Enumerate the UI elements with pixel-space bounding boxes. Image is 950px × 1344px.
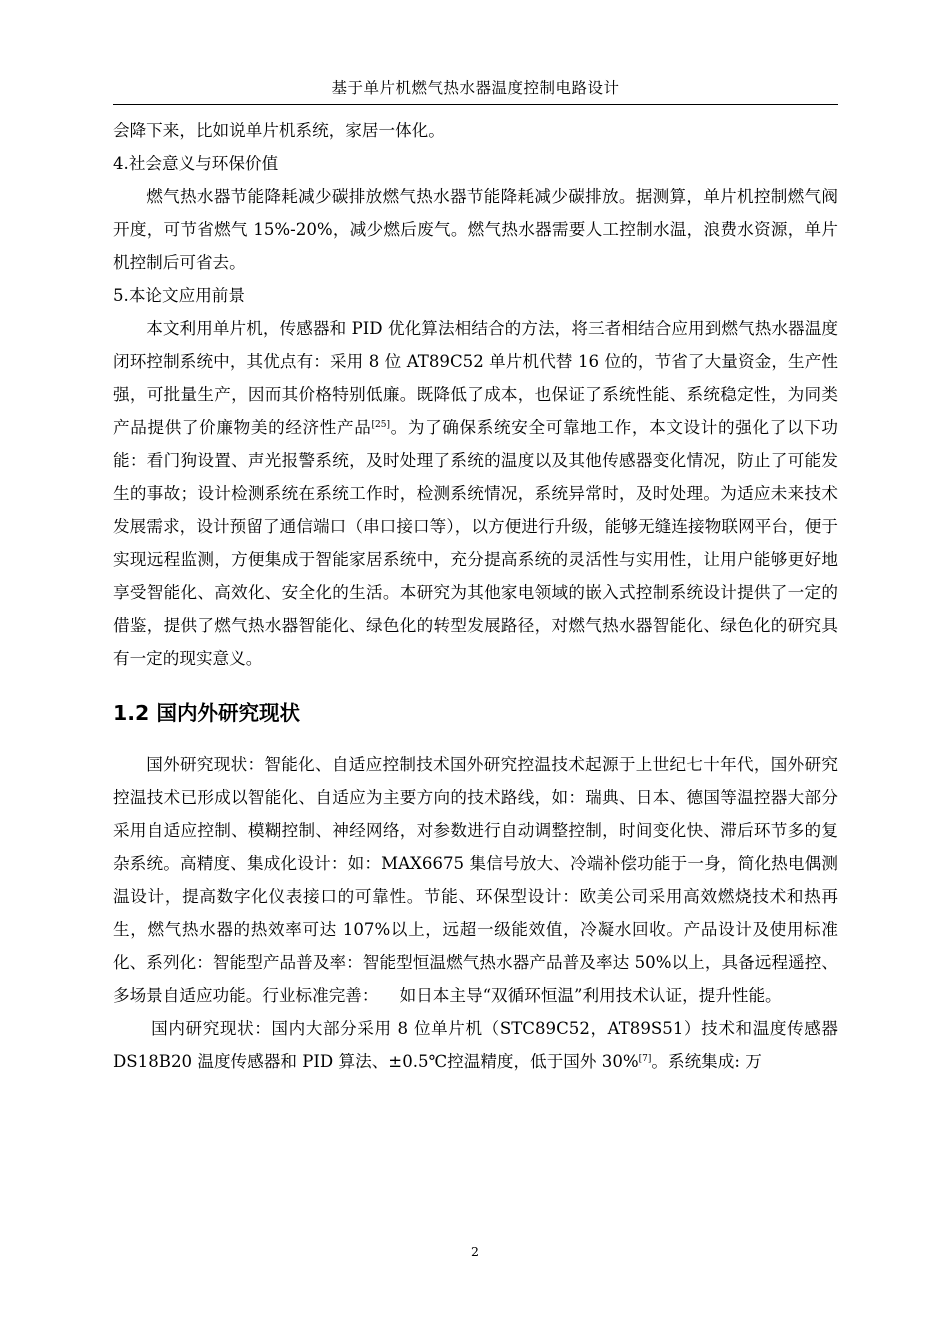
paragraph-foreign-research: 国外研究现状：智能化、自适应控制技术国外研究控温技术起源于上世纪七十年代，国外研究控温技术已形成以智能化、自适应为主要方向的技术路线，如：瑞典、日本、德国等温控器大部分采用自适应控制、模糊控制、神经网络，对参数进行自动调整控制，时间变化快、滞后环节多的复杂系统。高精度、集成化设计：如：MAX6675 集信号放大、冷端补偿功能于一身，简化热电偶测温设计，提高数字化仪表接口的可靠性。节能、环保型设计：欧美公司采用高效燃烧技术和热再生，燃气热水器的热效率可达 107%以上，远超一级能效值，冷凝水回收。产品设计及使用标准化、系列化：智能型产品普及率：智能型恒温燃气热水器产品普及率达 50%以上，具备远程遥控、多场景自适应功能。行业标准完善： 如日本主导“双循环恒温”利用技术认证，提升性能。 — [113, 755, 838, 1005]
paragraph-application-prospect — [113, 312, 838, 675]
header-rule — [113, 104, 838, 105]
citation-ref: [25] — [371, 420, 390, 430]
paragraph-text: 。系统集成: 万 — [651, 1052, 762, 1071]
subheading-application-prospect: 5.本论文应用前景 — [113, 286, 245, 305]
paragraph-social-value: 燃气热水器节能降耗减少碳排放燃气热水器节能降耗减少碳排放。据测算，单片机控制燃气阀开度，可节省燃气 15%-20%，减少燃后废气。燃气热水器需要人工控制水温，浪费水资源，单片机控制后可省去。 — [113, 187, 838, 272]
section-title: 1.2 国内外研究现状 — [113, 701, 300, 725]
paragraph-text: 。为了确保系统安全可靠地工作，本文设计的强化了以下功能：看门狗设置、声光报警系统，及时处理了系统的温度以及其他传感器变化情况，防止了可能发生的事故；设计检测系统在系统工作时，检测系统情况，系统异常时，及时处理。为适应未来技术发展需求，设计预留了通信端口（串口接口等），以方便进行升级，能够无缝连接物联网平台，便于实现远程监测，方便集成于智能家居系统中，充分提高系统的灵活性与实用性，让用户能够更好地享受智能化、高效化、安全化的生活。本研究为其他家电领域的嵌入式控制系统设计提供了一定的借鉴，提供了燃气热水器智能化、绿色化的转型发展路径，对燃气热水器智能化、绿色化的研究具有一定的现实意义。 — [113, 418, 839, 668]
page-body — [113, 114, 838, 1078]
paragraph-domestic-research — [113, 1012, 838, 1078]
paragraph-text: 国内研究现状：国内大部分采用 8 位单片机（STC89C52，AT89S51）技术和温度传感器 DS18B20 温度传感器和 PID 算法、±0.5℃控温精度，低于国外 30% — [113, 1019, 838, 1071]
paragraph-text: 本文利用单片机，传感器和 PID 优化算法相结合的方法，将三者相结合应用到燃气热水器温度闭环控制系统中，其优点有：采用 8 位 AT89C52 单片机代替 16 位的，节省了大量资金，生产性强，可批量生产，因而其价格特别低廉。既降低了成本，也保证了系统性能、系统稳定性，为同类产品提供了价廉物美的经济性产品 — [113, 319, 838, 437]
subheading-social-value: 4.社会意义与环保价值 — [113, 154, 279, 173]
paragraph-continuation: 会降下来，比如说单片机系统，家居一体化。 — [113, 121, 445, 140]
running-header: 基于单片机燃气热水器温度控制电路设计 — [331, 79, 620, 97]
citation-ref: [7] — [638, 1054, 652, 1064]
page-number: 2 — [471, 1244, 479, 1259]
